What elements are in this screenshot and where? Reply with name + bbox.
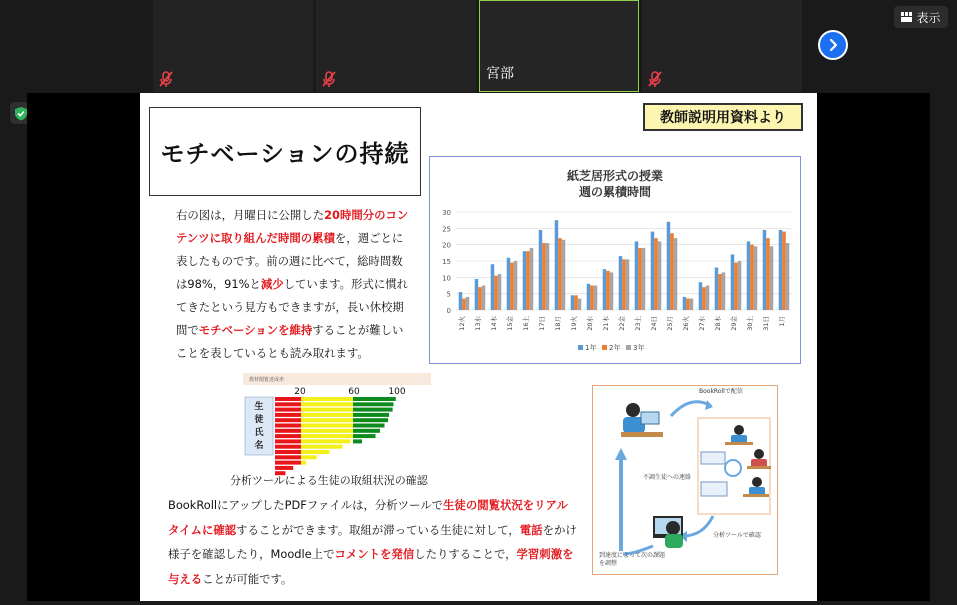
bar — [667, 222, 671, 310]
bar — [514, 261, 518, 310]
figure-bar-segment — [275, 424, 301, 428]
bar — [782, 232, 786, 310]
x-tick-label: 26火 — [682, 316, 690, 331]
figure-bar-segment — [275, 397, 301, 401]
bar — [754, 246, 758, 310]
x-tick-label: 29金 — [730, 316, 738, 331]
figure-bar-segment — [301, 418, 353, 422]
participant-tile[interactable] — [316, 0, 476, 92]
bar — [786, 243, 790, 310]
figure-side-label-char: 生 — [254, 402, 264, 412]
bar — [683, 297, 687, 310]
paragraph-1-segment: 右の図は，月曜日に公開した — [176, 208, 325, 222]
figure-bar-segment — [353, 408, 393, 412]
figure-bar-segment — [301, 445, 343, 449]
bar — [738, 261, 742, 310]
figure-bar-segment — [353, 413, 389, 417]
diagram-label-bottom: 到達度によって次の課題を調整 — [599, 552, 666, 567]
participant-name: 宮部 — [486, 66, 514, 82]
bar — [626, 259, 630, 310]
figure-bar-segment — [301, 408, 353, 412]
x-tick-label: 14木 — [490, 316, 498, 331]
y-tick-label: 20 — [442, 241, 451, 250]
figure-bar-segment — [301, 397, 353, 401]
bar — [706, 286, 710, 311]
bar — [766, 238, 770, 310]
bar — [702, 287, 706, 310]
bar — [686, 299, 690, 310]
figure-tick-label: 60 — [348, 387, 360, 397]
bar — [462, 299, 466, 310]
legend-label: 1年 — [585, 344, 597, 352]
bar — [654, 238, 658, 310]
diagram-label-left: 不調生徒への連絡 — [643, 474, 692, 481]
bar — [475, 279, 479, 310]
bar — [571, 295, 575, 310]
analysis-figure-plot — [243, 373, 431, 485]
bar — [574, 295, 578, 310]
figure-bar-segment — [301, 413, 353, 417]
figure-side-label-char: 名 — [254, 441, 264, 451]
bar — [750, 245, 754, 310]
bar — [731, 254, 735, 310]
figure-bar-segment — [275, 455, 301, 459]
paragraph-1-segment: 20時間分のコンテンツに取り組んだ時間の累積 — [176, 208, 409, 245]
bar — [539, 230, 543, 310]
x-tick-label: 31日 — [762, 316, 770, 331]
chart-title-line-2: 週の累積時間 — [578, 185, 651, 199]
legend-swatch — [626, 345, 631, 350]
y-tick-label: 0 — [446, 307, 451, 315]
paragraph-1-segment: しています。形式に慣れてきたという見方もできますが，長い休校期間で — [176, 277, 408, 337]
participant-strip — [0, 0, 957, 92]
participant-tile[interactable] — [642, 0, 802, 92]
paragraph-2-segment: ことが可能です。 — [202, 571, 293, 586]
bar — [498, 274, 502, 310]
x-tick-label: 16土 — [522, 316, 530, 331]
bar — [622, 259, 626, 310]
mic-muted-icon — [646, 70, 664, 88]
paragraph-1-segment: することが難しいことを表しているとも読み取れます。 — [176, 323, 404, 360]
figure-bar-segment — [353, 429, 380, 433]
bar — [594, 286, 598, 311]
figure-tick-label: 100 — [388, 387, 406, 397]
figure-bar-segment — [275, 439, 301, 443]
figure-bar-segment — [275, 466, 293, 470]
paragraph-2-segment: したりすることで， — [414, 547, 517, 561]
figure-bar-segment — [353, 424, 385, 428]
figure-side-label-char: 氏 — [254, 428, 264, 438]
figure-bar-segment — [301, 402, 353, 406]
bar — [718, 274, 722, 310]
x-tick-label: 28木 — [714, 316, 722, 331]
bar — [558, 238, 562, 310]
slide — [140, 93, 817, 601]
figure-tick-label: 20 — [294, 387, 306, 397]
x-tick-label: 25月 — [666, 316, 674, 331]
paragraph-2-segment: をかけ様子を確認したり，Moodle上で — [168, 522, 577, 561]
bar — [642, 248, 646, 310]
paragraph-2-segment: 学習刺激を与える — [168, 547, 574, 586]
bar — [619, 256, 623, 310]
bar — [587, 284, 591, 310]
x-tick-label: 24日 — [650, 316, 658, 331]
figure-bar-segment — [301, 461, 306, 465]
workflow-diagram — [592, 385, 778, 575]
bar — [478, 287, 482, 310]
figure-bar-segment — [353, 402, 394, 406]
view-button-label: 表示 — [916, 10, 941, 25]
figure-caption: 分析ツールによる生徒の取組状況の確認 — [230, 474, 428, 487]
paragraph-2-segment: コメントを発信 — [334, 547, 415, 561]
x-tick-label: 22金 — [618, 316, 626, 331]
bar — [651, 232, 655, 310]
figure-bar-segment — [353, 397, 396, 401]
figure-bar-segment — [301, 439, 350, 443]
x-tick-label: 12火 — [458, 316, 466, 331]
bar — [779, 230, 783, 310]
bar — [530, 248, 534, 310]
bar — [635, 241, 639, 310]
participant-tile[interactable] — [153, 0, 313, 92]
bar — [494, 276, 498, 310]
mic-muted-icon — [157, 70, 175, 88]
next-page-button[interactable] — [818, 30, 848, 60]
bar — [510, 263, 514, 310]
figure-bar-segment — [275, 408, 301, 412]
bar — [770, 246, 774, 310]
participant-tile-active[interactable] — [479, 0, 639, 92]
bar — [638, 248, 642, 310]
bar — [555, 220, 559, 310]
x-tick-label: 19火 — [570, 316, 578, 331]
legend-label: 3年 — [633, 344, 645, 352]
y-tick-label: 5 — [446, 290, 451, 299]
figure-header-text: 教材閲覧達成率 — [249, 377, 285, 383]
grid-view-icon — [901, 12, 912, 22]
y-tick-label: 25 — [442, 225, 451, 234]
bar — [722, 272, 726, 310]
figure-bar-segment — [301, 450, 330, 454]
bar — [590, 286, 594, 311]
chart-title-line-1: 紙芝居形式の授業 — [566, 169, 663, 183]
bar — [546, 243, 550, 310]
y-tick-label: 30 — [442, 209, 451, 217]
figure-bar-segment — [353, 418, 388, 422]
slide-title: モチベーションの持続 — [149, 107, 421, 196]
bar — [466, 297, 470, 310]
x-tick-label: 18月 — [554, 316, 562, 331]
bar — [715, 268, 719, 310]
legend-swatch — [578, 345, 583, 350]
paragraph-1-segment: モチベーションを維持 — [198, 323, 313, 337]
figure-side-label-char: 徒 — [254, 415, 264, 425]
paragraph-1 — [176, 204, 412, 365]
bar — [482, 286, 486, 311]
figure-bar-segment — [275, 413, 301, 417]
bar — [610, 272, 614, 310]
bar — [674, 238, 678, 310]
bar — [699, 282, 703, 310]
paragraph-2 — [168, 493, 578, 591]
figure-bar-segment — [301, 424, 353, 428]
chevron-right-icon — [826, 38, 840, 52]
bar — [763, 230, 767, 310]
x-tick-label: 30土 — [746, 316, 754, 331]
figure-bar-segment — [275, 434, 301, 438]
figure-bar-segment — [275, 418, 301, 422]
paragraph-2-segment: することができます。取組が滞っている生徒に対して， — [236, 522, 520, 537]
figure-bar-segment — [353, 439, 362, 443]
bar — [562, 240, 566, 310]
x-tick-label: 27水 — [698, 316, 706, 331]
paragraph-2-segment: 生徒の閲覧状況をリアルタイムに確認 — [168, 498, 568, 537]
legend-swatch — [602, 345, 607, 350]
bar — [603, 269, 607, 310]
reference-label: 教師説明用資料より — [643, 103, 803, 131]
bar — [526, 251, 530, 310]
bar — [523, 251, 527, 310]
figure-bar-segment — [353, 434, 376, 438]
bar — [734, 263, 738, 310]
paragraph-2-segment: 電話 — [519, 522, 543, 537]
x-tick-label: 20水 — [586, 316, 594, 331]
figure-bar-segment — [301, 434, 353, 438]
x-tick-label: 13水 — [474, 316, 482, 331]
legend-label: 2年 — [609, 344, 621, 352]
diagram-label-right: 分析ツールで確認 — [713, 532, 761, 539]
diagram-label-top: BookRollで配信 — [699, 388, 743, 395]
figure-bar-segment — [275, 450, 301, 454]
paragraph-1-segment: 減少 — [260, 277, 284, 291]
bar-chart — [429, 156, 801, 364]
paragraph-1-segment: を，週ごとに表したものです。前の週に比べて，総時間数は98%，91%と — [176, 231, 404, 291]
bar — [670, 233, 674, 310]
figure-bar-segment — [275, 402, 301, 406]
y-tick-label: 15 — [442, 258, 451, 266]
y-tick-label: 10 — [442, 274, 451, 283]
bar — [578, 299, 582, 310]
chart-plot — [430, 157, 802, 365]
figure-bar-segment — [275, 461, 301, 465]
paragraph-2-segment: BookRollにアップしたPDFファイルは，分析ツールで — [168, 498, 444, 512]
bar — [542, 243, 546, 310]
view-button[interactable] — [894, 6, 948, 28]
x-tick-label: 23土 — [634, 316, 642, 331]
x-tick-label: 17日 — [538, 316, 546, 331]
bar — [747, 241, 751, 310]
mic-muted-icon — [320, 70, 338, 88]
x-tick-label: 1月 — [778, 316, 786, 327]
analysis-figure — [243, 373, 431, 485]
bar — [459, 292, 463, 310]
figure-bar-segment — [275, 429, 301, 433]
bar — [507, 258, 511, 310]
figure-bar-segment — [275, 445, 301, 449]
bar — [690, 299, 694, 310]
figure-bar-segment — [301, 429, 353, 433]
figure-bar-segment — [301, 455, 317, 459]
x-tick-label: 21木 — [602, 316, 610, 331]
bar — [658, 241, 662, 310]
x-tick-label: 15金 — [506, 316, 514, 331]
bar — [606, 271, 610, 310]
bar — [491, 264, 495, 310]
